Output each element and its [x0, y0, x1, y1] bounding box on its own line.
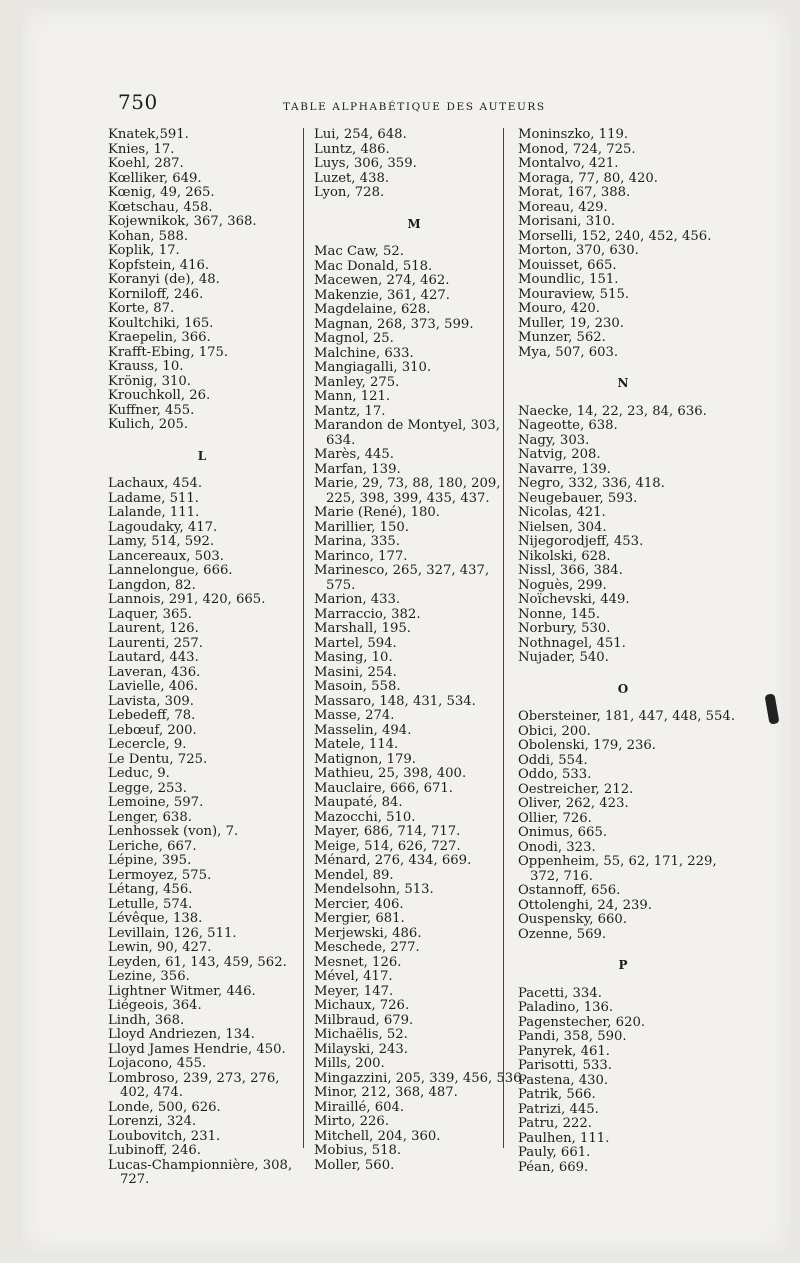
- section-letter-p: P: [618, 958, 628, 972]
- index-entry: Munzer, 562.: [518, 330, 606, 345]
- section-letter-n: N: [617, 376, 629, 390]
- index-entry: Maupaté, 84.: [314, 795, 403, 810]
- index-entry: Marinesco, 265, 327, 437,: [314, 563, 490, 578]
- index-entry: Leduc, 9.: [108, 766, 170, 781]
- index-entry: Nujader, 540.: [518, 650, 609, 665]
- index-entry: Oddi, 554.: [518, 752, 588, 768]
- index-entry: Montalvo, 421.: [518, 156, 619, 171]
- index-entry: Masse, 274.: [314, 708, 395, 723]
- index-entry: Mann, 121.: [314, 389, 391, 404]
- index-entry: Meige, 514, 626, 727.: [314, 838, 461, 854]
- index-entry: Magnol, 25.: [314, 331, 394, 346]
- index-entry: Koehl, 287.: [108, 156, 184, 171]
- index-entry: Michaux, 726.: [314, 998, 410, 1013]
- index-entry: Luzet, 438.: [314, 170, 390, 186]
- index-entry: Lermoyez, 575.: [108, 867, 212, 883]
- index-entry: Masoin, 558.: [314, 679, 401, 694]
- index-entry: Marion, 433.: [314, 592, 401, 607]
- index-entry: Mac Donald, 518.: [314, 258, 433, 274]
- index-entry: Ladame, 511.: [108, 490, 199, 506]
- index-entry: Lépine, 395.: [108, 853, 192, 868]
- index-entry: Negro, 332, 336, 418.: [518, 476, 665, 491]
- index-entry: Oppenheim, 55, 62, 171, 229,: [518, 854, 717, 869]
- index-entry: Milbraud, 679.: [314, 1012, 414, 1028]
- entries-l-cont: [314, 128, 514, 201]
- index-entry: Nikolski, 628.: [518, 548, 611, 564]
- index-entry: Marraccio, 382.: [314, 606, 421, 622]
- section-letter-o: O: [617, 681, 629, 696]
- index-entry: Kohan, 588.: [108, 228, 189, 244]
- index-entry: Mirto, 226.: [314, 1114, 390, 1129]
- index-entry: Marillier, 150.: [314, 519, 409, 535]
- index-entry: Michaëlis, 52.: [314, 1027, 408, 1042]
- index-entry: Lamy, 514, 592.: [108, 534, 215, 549]
- index-entry: 727.: [120, 1172, 150, 1187]
- index-entry: Pastena, 430.: [518, 1072, 609, 1088]
- index-entry: Pacetti, 334.: [518, 985, 602, 1001]
- index-entry: Lubinoff, 246.: [108, 1143, 201, 1158]
- index-entry: Noguès, 299.: [518, 577, 607, 593]
- index-entry: Luys, 306, 359.: [314, 156, 417, 171]
- index-entry: Kuffner, 455.: [108, 402, 195, 418]
- index-entry: Lloyd Andriezen, 134.: [108, 1027, 255, 1042]
- index-entry: Noïchevski, 449.: [518, 592, 630, 607]
- index-entry: Lloyd James Hendrie, 450.: [108, 1041, 286, 1057]
- index-entry: Ozenne, 569.: [518, 926, 607, 942]
- index-entry: Paulhen, 111.: [518, 1130, 610, 1146]
- index-entry: Kraepelin, 366.: [108, 330, 211, 345]
- index-entry: Massaro, 148, 431, 534.: [314, 693, 476, 709]
- index-entry: Mitchell, 204, 360.: [314, 1128, 441, 1144]
- index-entry: Merjewski, 486.: [314, 925, 422, 941]
- index-entry: Ouspensky, 660.: [518, 912, 628, 927]
- index-entry: Marie, 29, 73, 88, 180, 209,: [314, 476, 501, 491]
- index-entry: Mazocchi, 510.: [314, 809, 416, 825]
- entries-p: [518, 987, 728, 1176]
- index-entry: Minor, 212, 368, 487.: [314, 1085, 458, 1100]
- index-entry: Mya, 507, 603.: [518, 344, 619, 360]
- index-entry: Natvig, 208.: [518, 447, 601, 462]
- index-entry: Ottolenghi, 24, 239.: [518, 897, 652, 913]
- index-column-2: [303, 127, 526, 1173]
- index-entry: Lewin, 90, 427.: [108, 940, 212, 955]
- index-entry: Patrizi, 445.: [518, 1101, 599, 1117]
- entries-k: [108, 128, 286, 433]
- index-entry: Nissl, 366, 384.: [518, 563, 623, 578]
- index-entry: Lebedeff, 78.: [108, 708, 196, 723]
- index-entry: Korte, 87.: [108, 301, 175, 316]
- index-entry: Parisotti, 533.: [518, 1058, 612, 1073]
- index-entry: Norbury, 530.: [518, 621, 611, 636]
- index-entry: Moreau, 429.: [518, 199, 608, 215]
- index-entry: Mendelsohn, 513.: [314, 882, 434, 897]
- index-entry: Naecke, 14, 22, 23, 84, 636.: [518, 403, 707, 419]
- index-entry: 634.: [326, 432, 356, 448]
- index-entry: Masing, 10.: [314, 650, 393, 665]
- index-entry: Knatek,591.: [108, 127, 189, 142]
- entries-m: [314, 244, 526, 1173]
- index-entry: Onimus, 665.: [518, 825, 608, 840]
- index-entry: Oliver, 262, 423.: [518, 796, 629, 811]
- index-entry: Luntz, 486.: [314, 141, 390, 157]
- index-entry: Mercier, 406.: [314, 896, 404, 912]
- index-entry: Laurent, 126.: [108, 621, 199, 636]
- index-entry: Mangiagalli, 310.: [314, 360, 432, 375]
- index-entry: Langdon, 82.: [108, 577, 196, 593]
- index-entry: Koplik, 17.: [108, 243, 180, 258]
- index-entry: Martel, 594.: [314, 635, 397, 651]
- index-entry: Nothnagel, 451.: [518, 635, 626, 651]
- index-entry: Lévêque, 138.: [108, 911, 203, 926]
- index-entry: Loubovitch, 231.: [108, 1128, 221, 1144]
- index-entry: Nijegorodjeff, 453.: [518, 534, 644, 549]
- index-entry: Lightner Witmer, 446.: [108, 983, 256, 999]
- index-entry: Laurenti, 257.: [108, 635, 203, 651]
- index-entry: Koranyi (de), 48.: [108, 272, 220, 287]
- index-entry: Obici, 200.: [518, 723, 591, 739]
- index-entry: Lui, 254, 648.: [314, 127, 407, 142]
- entries-l: [108, 476, 293, 1188]
- index-entry: Kœnig, 49, 265.: [108, 185, 215, 200]
- index-entry: Mouro, 420.: [518, 301, 600, 316]
- index-entry: Mobius, 518.: [314, 1143, 402, 1158]
- index-entry: Macewen, 274, 462.: [314, 273, 450, 288]
- index-entry: Lancereaux, 503.: [108, 548, 224, 564]
- index-entry: Meschede, 277.: [314, 940, 420, 955]
- index-entry: Moundlic, 151.: [518, 272, 619, 287]
- index-entry: Lecercle, 9.: [108, 737, 187, 752]
- index-entry: Koultchiki, 165.: [108, 315, 214, 331]
- index-entry: Masini, 254.: [314, 664, 397, 680]
- index-entry: Masselin, 494.: [314, 722, 412, 738]
- index-entry: Marie (René), 180.: [314, 505, 440, 520]
- index-entry: Moninszko, 119.: [518, 127, 629, 142]
- index-entry: Milayski, 243.: [314, 1041, 408, 1057]
- index-entry: 225, 398, 399, 435, 437.: [326, 490, 490, 506]
- index-entry: Nagy, 303.: [518, 432, 590, 448]
- index-entry: Leyden, 61, 143, 459, 562.: [108, 954, 287, 970]
- index-column-3: [503, 127, 736, 1175]
- entries-m-cont: [518, 128, 728, 360]
- index-entry: Krönig, 310.: [108, 373, 191, 389]
- index-entry: Lombroso, 239, 273, 276,: [108, 1070, 280, 1086]
- section-letter-m: M: [407, 216, 421, 231]
- index-entry: Kopfstein, 416.: [108, 257, 210, 273]
- index-entry: Malchine, 633.: [314, 345, 414, 361]
- index-entry: Matele, 114.: [314, 737, 399, 752]
- index-entry: Obolenski, 179, 236.: [518, 738, 656, 753]
- index-entry: Marfan, 139.: [314, 461, 401, 477]
- section-letter-l: L: [197, 448, 207, 463]
- index-entry: Mouisset, 665.: [518, 257, 617, 273]
- index-entry: Morat, 167, 388.: [518, 185, 631, 200]
- index-entry: Kœlliker, 649.: [108, 170, 202, 186]
- index-entry: Morton, 370, 630.: [518, 243, 639, 258]
- index-entry: Moraga, 77, 80, 420.: [518, 170, 658, 186]
- index-entry: Marandon de Montyel, 303,: [314, 418, 500, 433]
- page-number: 750: [118, 90, 158, 114]
- index-entry: Patru, 222.: [518, 1116, 592, 1131]
- index-entry: Lorenzi, 324.: [108, 1114, 197, 1129]
- index-entry: Matignon, 179.: [314, 751, 416, 767]
- index-entry: Levillain, 126, 511.: [108, 925, 237, 941]
- index-entry: Le Dentu, 725.: [108, 751, 208, 767]
- index-entry: Miraillé, 604.: [314, 1099, 405, 1115]
- index-entry: Marinco, 177.: [314, 548, 408, 564]
- index-entry: Kojewnikok, 367, 368.: [108, 214, 257, 229]
- index-entry: Lenhossek (von), 7.: [108, 824, 239, 839]
- index-entry: Magnan, 268, 373, 599.: [314, 316, 474, 332]
- index-entry: Krouchkoll, 26.: [108, 388, 211, 403]
- index-entry: Morselli, 152, 240, 452, 456.: [518, 228, 712, 244]
- index-entry: Oestreicher, 212.: [518, 781, 634, 797]
- index-entry: Lebœuf, 200.: [108, 722, 197, 738]
- index-entry: Oddo, 533.: [518, 767, 592, 782]
- index-entry: Onodi, 323.: [518, 839, 596, 855]
- index-entry: Moller, 560.: [314, 1157, 395, 1173]
- index-entry: Mouraview, 515.: [518, 286, 630, 302]
- page-header: [118, 90, 678, 114]
- entries-n: [518, 405, 728, 666]
- index-entry: Londe, 500, 626.: [108, 1099, 221, 1115]
- index-entry: Lagoudaky, 417.: [108, 519, 218, 535]
- index-entry: Obersteiner, 181, 447, 448, 554.: [518, 709, 736, 724]
- index-entry: Nonne, 145.: [518, 606, 601, 622]
- index-entry: Mével, 417.: [314, 969, 393, 984]
- index-entry: Lannelongue, 666.: [108, 563, 233, 578]
- index-entry: Pagenstecher, 620.: [518, 1014, 646, 1030]
- index-entry: Laquer, 365.: [108, 606, 192, 622]
- index-entry: Panyrek, 461.: [518, 1043, 610, 1059]
- index-entry: Legge, 253.: [108, 780, 187, 796]
- index-entry: Marès, 445.: [314, 447, 394, 462]
- index-entry: Mantz, 17.: [314, 403, 386, 419]
- index-entry: Mauclaire, 666, 671.: [314, 780, 453, 796]
- index-entry: Lezine, 356.: [108, 969, 190, 984]
- index-entry: Lemoine, 597.: [108, 795, 204, 810]
- index-entry: Lannois, 291, 420, 665.: [108, 592, 266, 607]
- index-entry: Mergier, 681.: [314, 911, 405, 926]
- index-entry: Mendel, 89.: [314, 867, 394, 883]
- index-entry: Mathieu, 25, 398, 400.: [314, 766, 467, 781]
- index-entry: Nicolas, 421.: [518, 505, 606, 520]
- index-entry: Létang, 456.: [108, 882, 193, 897]
- index-entry: 372, 716.: [530, 868, 593, 884]
- index-entry: Krafft-Ebing, 175.: [108, 344, 229, 360]
- index-entry: Neugebauer, 593.: [518, 490, 638, 506]
- index-entry: Monod, 724, 725.: [518, 141, 636, 157]
- index-entry: Lavielle, 406.: [108, 679, 199, 694]
- index-entry: Magdelaine, 628.: [314, 302, 431, 317]
- index-entry: Lalande, 111.: [108, 505, 200, 520]
- index-entry: 575.: [326, 577, 356, 593]
- index-entry: Makenzie, 361, 427.: [314, 287, 450, 303]
- index-entry: Marshall, 195.: [314, 621, 411, 636]
- index-entry: Patrik, 566.: [518, 1087, 596, 1102]
- index-entry: Lenger, 638.: [108, 809, 192, 825]
- index-entry: Pandi, 358, 590.: [518, 1029, 627, 1044]
- index-entry: Paladino, 136.: [518, 1000, 614, 1015]
- index-entry: Navarre, 139.: [518, 461, 611, 477]
- index-entry: Manley, 275.: [314, 374, 400, 390]
- index-entry: Krauss, 10.: [108, 359, 184, 374]
- index-entry: Letulle, 574.: [108, 896, 193, 912]
- running-title: TABLE ALPHABÉTIQUE DES AUTEURS: [283, 101, 546, 113]
- index-entry: 402, 474.: [120, 1085, 183, 1100]
- index-entry: Meyer, 147.: [314, 983, 394, 999]
- index-entry: Pauly, 661.: [518, 1145, 591, 1160]
- index-entry: Lyon, 728.: [314, 185, 385, 200]
- index-entry: Nageotte, 638.: [518, 418, 618, 433]
- index-entry: Mesnet, 126.: [314, 954, 402, 970]
- index-entry: Lucas-Championnière, 308,: [108, 1157, 293, 1173]
- index-entry: Mayer, 686, 714, 717.: [314, 824, 461, 839]
- index-entry: Mingazzini, 205, 339, 456, 536.: [314, 1070, 526, 1086]
- index-entry: Lindh, 368.: [108, 1012, 185, 1028]
- index-entry: Korniloff, 246.: [108, 286, 204, 302]
- index-entry: Leriche, 667.: [108, 838, 197, 854]
- index-entry: Lavista, 309.: [108, 693, 194, 709]
- index-entry: Mills, 200.: [314, 1056, 385, 1071]
- index-entry: Laveran, 436.: [108, 664, 201, 680]
- entries-o: [518, 709, 736, 942]
- index-entry: Kœtschau, 458.: [108, 199, 213, 215]
- index-entry: Ostannoff, 656.: [518, 883, 621, 898]
- index-entry: Liégeois, 364.: [108, 998, 202, 1013]
- index-entry: Péan, 669.: [518, 1159, 589, 1175]
- index-entry: Kulich, 205.: [108, 417, 189, 432]
- index-column-1: [108, 127, 293, 1188]
- index-entry: Marina, 335.: [314, 534, 400, 549]
- index-entry: Muller, 19, 230.: [518, 315, 625, 331]
- index-entry: Lachaux, 454.: [108, 476, 203, 491]
- index-entry: Mac Caw, 52.: [314, 244, 404, 259]
- index-entry: Morisani, 310.: [518, 214, 616, 229]
- index-entry: Ollier, 726.: [518, 810, 592, 826]
- index-entry: Lojacono, 455.: [108, 1056, 207, 1071]
- index-entry: Ménard, 276, 434, 669.: [314, 853, 472, 868]
- index-entry: Lautard, 443.: [108, 650, 199, 665]
- index-entry: Knies, 17.: [108, 141, 175, 157]
- index-entry: Nielsen, 304.: [518, 519, 607, 535]
